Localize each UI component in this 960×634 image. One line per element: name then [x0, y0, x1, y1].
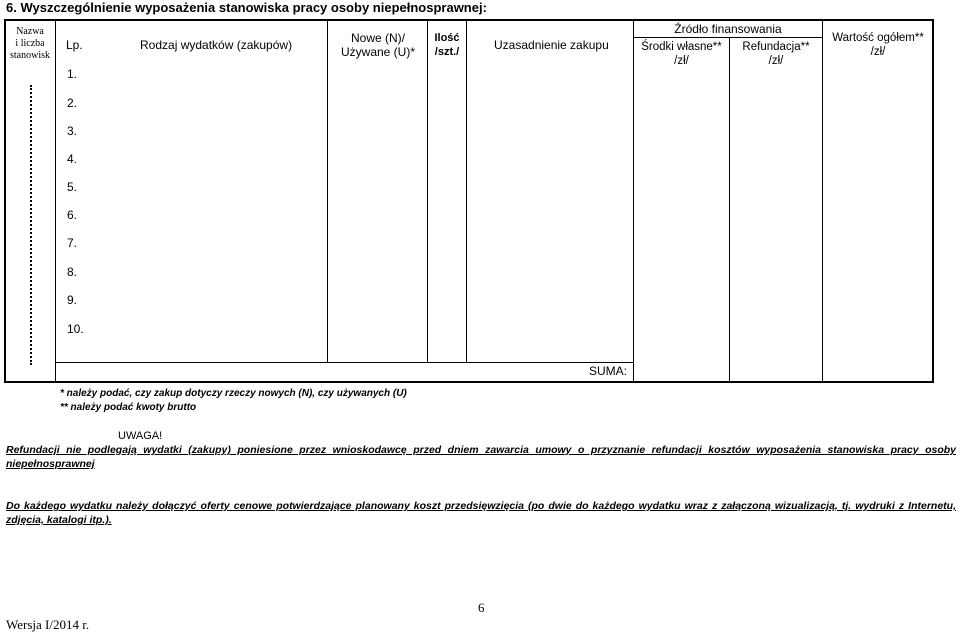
col-divider-srodki	[729, 38, 730, 382]
name-dotted-line[interactable]	[30, 85, 32, 365]
header-nowe-uzywane: Nowe (N)/ Używane (U)*	[340, 31, 415, 59]
header-wartosc: Wartość ogółem** /zł/	[832, 32, 924, 58]
footnote-new-used: * należy podać, czy zakup dotyczy rzeczy nowych (N), czy używanych (U)	[60, 388, 407, 399]
row-number: 5.	[67, 180, 78, 194]
header-refundacja: Refundacja** /zł/	[742, 41, 810, 67]
row-number: 8.	[67, 265, 78, 279]
header-nazwa: Nazwa i liczba stanowisk	[10, 26, 50, 61]
suma-label: SUMA:	[589, 364, 628, 378]
section-title: 6. Wyszczególnienie wyposażenia stanowiska pracy osoby niepełnosprawnej:	[6, 0, 487, 15]
suma-divider	[55, 362, 633, 363]
header-ilosc: Ilość /szt./	[434, 32, 460, 58]
row-number: 7.	[67, 236, 78, 250]
row-number: 9.	[67, 293, 78, 307]
row-number: 2.	[67, 96, 78, 110]
uwaga-label: UWAGA!	[118, 430, 163, 442]
col-divider-ilosc	[466, 20, 467, 362]
version-label: Wersja I/2014 r.	[6, 617, 90, 632]
header-uzasadnienie: Uzasadnienie zakupu	[494, 38, 609, 52]
col-divider-rodzaj	[327, 20, 328, 362]
uwaga-text: Refundacji nie podlegają wydatki (zakupy) poniesione przez wnioskodawcę przed dniem zawarcia umowy o przyznanie refundacji kosztów wyposażenia stanowiska pracy osoby niepełnosprawnej	[6, 444, 956, 470]
row-number: 1.	[67, 67, 78, 81]
col-divider-refundacja	[822, 20, 823, 382]
header-lp: Lp.	[66, 38, 83, 52]
equipment-table	[4, 19, 934, 383]
row-number: 3.	[67, 124, 78, 138]
oferty-text: Do każdego wydatku należy dołączyć oferty cenowe potwierdzające planowany koszt przedsięwzięcia (po dwie do każdego wydatku wraz z załączoną wizualizacją, tj. wydruki z Internetu, zdjęcia, katalogi itp.).	[6, 500, 956, 526]
row-number: 6.	[67, 208, 78, 222]
row-number: 10.	[67, 322, 84, 336]
header-zrodlo: Źródło finansowania	[674, 22, 782, 36]
col-divider-nazwa	[55, 20, 56, 382]
page-number: 6	[478, 600, 485, 615]
col-divider-nowe	[427, 20, 428, 362]
zrodlo-divider	[633, 37, 822, 38]
col-divider-uzasadnienie	[633, 20, 634, 382]
header-rodzaj: Rodzaj wydatków (zakupów)	[140, 38, 293, 52]
row-number: 4.	[67, 152, 78, 166]
header-srodki: Środki własne** /zł/	[641, 41, 722, 67]
footnote-brutto: ** należy podać kwoty brutto	[60, 402, 197, 413]
